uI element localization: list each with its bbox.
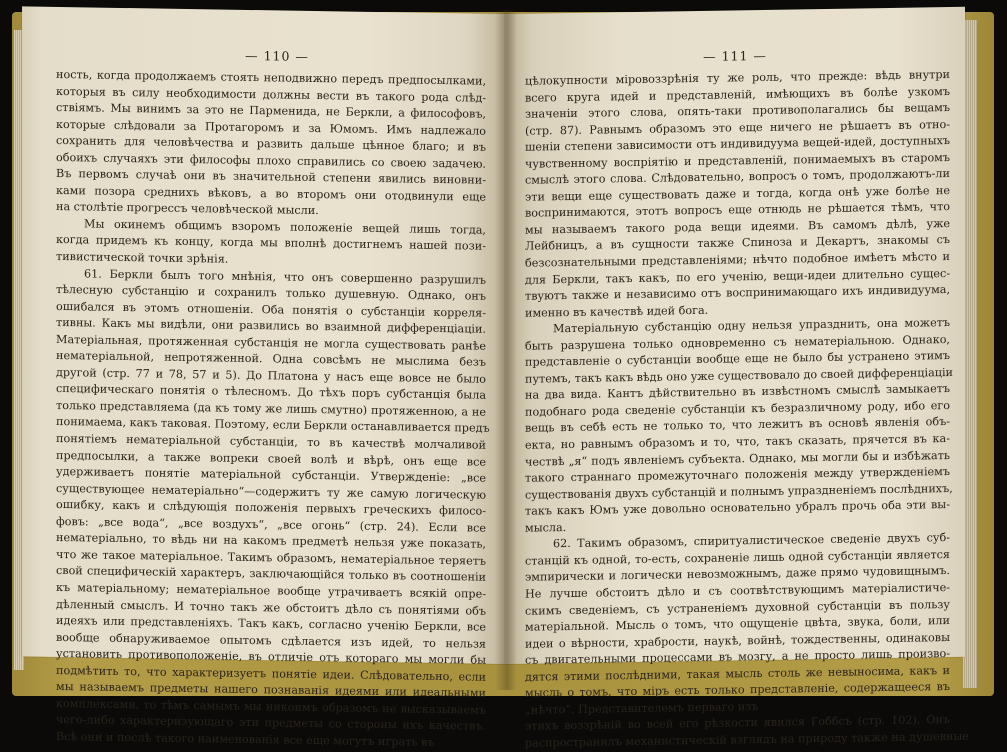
text-line: другой (стр. 77 и 78, 57 и 5). До Платона у насъ еще вовсе не было [56, 365, 486, 386]
text-line: установить противоположеніе, въ отличіе отъ котораго мы могли бы [56, 647, 486, 667]
text-line: ошибался въ этомъ отношеніи. Оба понятія о субстанціи корреля- [56, 299, 486, 320]
text-line: твуютъ также и независимо отъ воспринимающаго ихъ индивидуума, [525, 283, 950, 303]
text-line: предпосылки, а также вопреки своей волѣ и вѣрѣ, онъ еще все [56, 448, 486, 469]
text-line: Не лучше обстоитъ дѣло и съ соотвѣтствующимъ матеріалистиче- [525, 580, 950, 601]
text-line: представленіе о субстанціи вообще еще не было бы устранено этимъ [525, 349, 950, 369]
text-line: тивистической точки зрѣнія. [56, 249, 229, 266]
text-line: станцій къ одной, то-есть, сохраненіе лишь одной субстанціи является [525, 547, 950, 568]
text-line: сохранить для человѣчества и развить дальше цѣнное благо; и въ [56, 134, 486, 154]
text-line: такъ какъ Юмъ уже довольно основательно убралъ прочь оба эти вы- [525, 498, 950, 518]
book-gutter [495, 10, 517, 690]
text-line: понимаема, какъ таковая. Поэтому, если Беркли останавливается предъ [56, 415, 490, 436]
text-line: идеяхъ или представленіяхъ. Такъ какъ, согласно ученію Беркли, все [56, 613, 486, 634]
text-line: Матеріальная, протяженная субстанція не могла существовать ранѣе [56, 332, 486, 353]
text-line: что же такое матеріальное. Такимъ образомъ, нематеріальное теряетъ [56, 547, 486, 568]
text-line: которые слѣдовали за Протагоромъ и за Юмомъ. Имъ надлежало [56, 117, 486, 138]
text-line: существованія двухъ субстанцій и полнымъ упраздненіемъ послѣднихъ, [525, 481, 953, 502]
text-line: подобнаго рода сведеніе субстанціи къ безразличному роду, ибо его [525, 398, 950, 419]
text-line: для Беркли, такъ какъ, по его ученію, вещи-идеи длительно сущес- [525, 266, 950, 287]
text-line: свой специфическій характеръ, заключающійся только въ соотношеніи [56, 564, 486, 585]
text-line: путемъ, такъ какъ вѣдь оно уже существовало до своей дифференціаціи [525, 365, 953, 386]
right-page [505, 7, 969, 750]
text-line: Лейбницъ, а въ сущности также Спиноза и Декартъ, знакомы съ [525, 233, 950, 254]
text-line: чествѣ „я“ подъ явленіемъ субъекта. Однако, мы могли бы и избѣжать [525, 448, 950, 469]
text-line: „нѣчто“. Представителемъ перваго изъ [525, 699, 759, 717]
text-line: мысль о томъ, что міръ есть только представленіе, содержащееся въ [525, 680, 950, 700]
text-line: вообще обнаруживаемое опытомъ сдѣлается изъ идей, то нельзя [56, 630, 486, 651]
text-line: которыя въ силу необходимости должны вести въ такого рода слѣд- [56, 84, 486, 105]
text-line: мы называемъ предметы нашего познаванія идеями или идеальными [56, 680, 486, 700]
text-line: подмѣтить то, что характеризуетъ понятіе идеи. Слѣдовательно, если [56, 663, 486, 684]
text-line: когда придемъ къ концу, когда мы вполнѣ достигнемъ нашей пози- [56, 233, 486, 254]
text-line: ствіямъ. Мы винимъ за это не Парменида, не Беркли, а философовъ, [56, 101, 486, 121]
text-line: цѣлокупности міровоззрѣнія ту же роль, что прежде: вѣдь внутри [525, 68, 950, 88]
text-line: быть разрушена только одновременно съ нематеріальною. Однако, [525, 332, 950, 353]
text-line: распространилъ механистическій взглядъ на природу также на душевные [525, 729, 969, 750]
text-line: матеріальной. Мысль о томъ, что ощущеніе цвѣта, звука, боли, или [525, 614, 950, 634]
text-line: эмпирически и логически невозможнымъ, даже прямо чудовищнымъ. [525, 564, 950, 585]
text-line: чего-либо характеризующаго эти предметы со стороны ихъ качествъ. [56, 713, 486, 734]
text-line: понятіемъ нематеріальной субстанціи, то въ качествѣ молчаливой [56, 431, 486, 452]
right-page-text [525, 67, 969, 752]
text-line: шеніи степени зависимости отъ индивидуума вещей-идей, доступныхъ [525, 134, 950, 154]
text-line: безсознательными представленіями; нѣчто подобное имѣетъ мѣсто и [525, 250, 950, 270]
text-line: Всѣ они и послѣ такого наименованія все еще могутъ играть въ [56, 729, 435, 749]
text-line: къ матеріальному; нематеріальное вообще утрачиваетъ всякій опре- [56, 580, 486, 601]
text-line: на столѣтіе прогрессъ человѣческой мысли. [56, 200, 319, 218]
text-line: дятся этими послѣдними, такая мысль столь же невыносима, какъ и [525, 663, 950, 684]
text-line: 62. Такимъ образомъ, спиритуалистическое сведеніе двухъ суб- [553, 531, 950, 551]
text-line: 61. Беркли былъ того мнѣнія, что онъ совершенно разрушилъ [84, 266, 486, 287]
text-line: ность, когда продолжаемъ стоять неподвижно передъ предпосылками, [56, 67, 486, 88]
text-line: эти вещи еще существовать даже и тогда, когда онѣ уже болѣе не [525, 183, 950, 204]
text-line: Въ первомъ случаѣ они въ значительной степени явились виновни- [56, 167, 486, 187]
text-line: воспринимаются, этотъ вопросъ еще отнюдь не рѣшается тѣмъ, что [525, 200, 950, 221]
text-line: обоихъ случаяхъ эти философы плохо справились со своею задачею. [56, 150, 486, 171]
text-line: съ двигательными процессами въ мозгу, а не просто лишь произво- [525, 647, 950, 667]
text-line: нематеріально, то вѣдь ни на какомъ предметѣ нельзя уже показать, [56, 531, 486, 552]
text-line: смыслѣ этого слова. Слѣдовательно, вопросъ о томъ, продолжаютъ-ли [525, 167, 950, 187]
text-line: этихъ воззрѣній во всей его рѣзкости явился Гоббсъ (стр. 102). Онъ [525, 713, 950, 734]
text-line: на два вида. Кантъ дѣйствительно въ извѣстномъ смыслѣ замыкаетъ [525, 382, 950, 403]
left-page-text [56, 67, 490, 752]
text-line: тивны. Какъ мы видѣли, они развились во взаимной дифференціаціи. [56, 316, 486, 336]
text-line: ошибку, какъ и слѣдующія положенія первыхъ греческихъ филосо- [56, 498, 486, 518]
text-line: (стр. 87). Равнымъ образомъ это еще ничего не рѣшаетъ въ отно- [525, 117, 950, 138]
text-line: скимъ сведеніемъ, съ устраненіемъ духовной субстанціи въ пользу [525, 597, 950, 618]
text-line: екта, но равнымъ образомъ и то, что, такъ сказать, прячется въ ка- [525, 432, 950, 452]
right-page-edges [963, 20, 977, 688]
right-page-number: — 111 — [703, 47, 767, 64]
text-line: всего круга идей и представленій, имѣющихъ въ болѣе узкомъ [525, 84, 950, 105]
left-page-number: — 110 — [245, 47, 309, 64]
text-line: Матеріальную субстанцію одну нельзя упразднить, она можетъ [553, 316, 950, 336]
text-line: специфическаго понятія о тѣлесномъ. До тѣхъ поръ субстанція была [56, 382, 486, 403]
left-page [22, 6, 505, 749]
text-line: фовъ: „все вода“, „все воздухъ“, „все огонь“ (стр. 24). Если все [56, 514, 486, 535]
text-line: значеніи этого слова, опять-таки противополагались бы вещамъ [525, 101, 950, 121]
text-line: дѣленный смыслъ. И точно такъ же обстоитъ дѣло съ понятіями объ [56, 597, 486, 618]
text-line: нематеріальной, непротяженной. Одна совсѣмъ не мыслима безъ [56, 349, 486, 369]
text-line: чувственному воспріятію и представленій, понимаемыхъ въ старомъ [525, 150, 950, 171]
text-line: тѣлесную субстанцію и сохранилъ только душевную. Однако, онъ [56, 283, 486, 303]
text-line: Мы окинемъ общимъ взоромъ положеніе вещей лишь тогда, [84, 217, 486, 237]
text-line: существующее нематеріально“—содержитъ ту же самую логическую [56, 481, 486, 502]
text-line: такого страннаго промежуточнаго положенія между утвержденіемъ [525, 465, 950, 485]
text-line: только представляема (да къ тому же лишь смутно) протяженною, а не [56, 398, 486, 419]
text-line: ками позора среднихъ вѣковъ, а во второмъ они отодвинули еще [56, 183, 486, 204]
text-line: удерживаетъ понятіе матеріальной субстанціи. Утвержденіе: „все [56, 465, 486, 485]
text-line: именно въ качествѣ идей бога. [525, 303, 709, 320]
text-line: комплексами, то тѣмъ самымъ мы никоимъ образомъ не высказываемъ [56, 696, 486, 717]
text-line: мысла. [525, 520, 567, 535]
text-line: мы называемъ такого рода вещи идеями. Въ самомъ дѣлѣ, уже [525, 216, 950, 237]
text-line: вещь въ себѣ есть не только то, что лежитъ въ основѣ явленія объ- [525, 415, 950, 436]
text-line: идеи о вѣрности, храбрости, наукѣ, войнѣ, тождественны, одинаковы [525, 630, 950, 651]
